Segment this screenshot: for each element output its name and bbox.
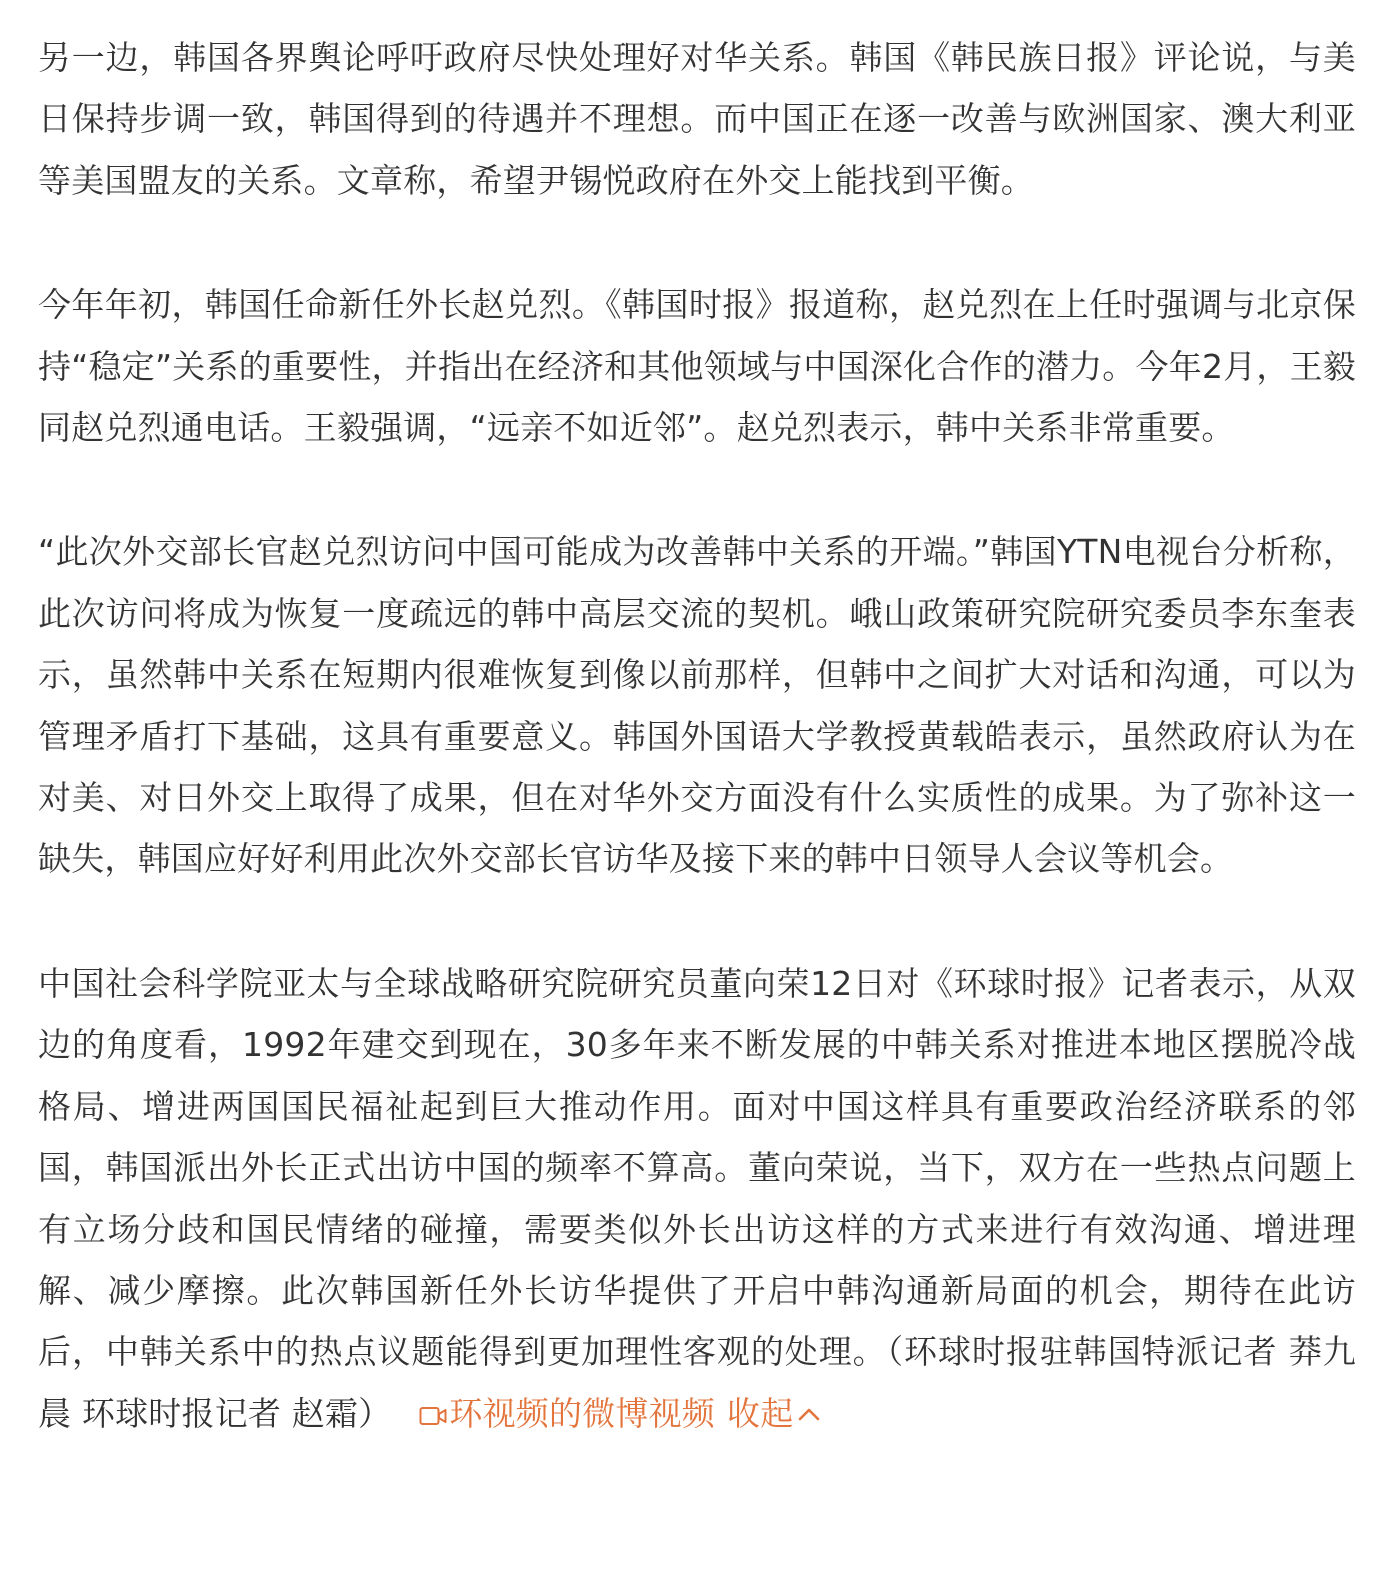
video-link-row [391,1394,821,1433]
article-body [38,27,1356,1444]
article-paragraph-4 [38,953,1356,1444]
article-paragraph-4-text: 中国社会科学院亚太与全球战略研究院研究员董向荣12日对《环球时报》记者表示，从双边的角度看，1992年建交到现在，30多年来不断发展的中韩关系对推进本地区摆脱冷战格局、增进两国国民福祉起到巨大推动作用。面对中国这样具有重要政治经济联系的邻国，韩国派出外长正式出访中国的频率不算高。董向荣说，当下，双方在一些热点问题上有立场分歧和国民情绪的碰撞，需要类似外长出访这样的方式来进行有效沟通、增进理解、减少摩擦。此次韩国新任外长访华提供了开启中韩沟通新局面的机会，期待在此访后，中韩关系中的热点议题能得到更加理性客观的处理。（环球时报驻韩国特派记者 莽九晨 环球时报记者 赵霜） [38,963,1356,1433]
chevron-up-icon [797,1406,821,1422]
weibo-video-link[interactable] [391,1394,715,1433]
video-camera-icon [419,1404,447,1428]
article-paragraph-2: 今年年初，韩国任命新任外长赵兑烈。《韩国时报》报道称，赵兑烈在上任时强调与北京保持“稳定”关系的重要性，并指出在经济和其他领域与中国深化合作的潜力。今年2月，王毅同赵兑烈通电话。王毅强调，“远亲不如近邻”。赵兑烈表示，韩中关系非常重要。 [38,285,1356,448]
collapse-button[interactable] [727,1394,821,1433]
article-paragraph-3: “此次外交部长官赵兑烈访问中国可能成为改善韩中关系的开端。”韩国YTN电视台分析称，此次访问将成为恢复一度疏远的韩中高层交流的契机。峨山政策研究院研究委员李东奎表示，虽然韩中关系在短期内很难恢复到像以前那样，但韩中之间扩大对话和沟通，可以为管理矛盾打下基础，这具有重要意义。韩国外国语大学教授黄载皓表示，虽然政府认为在对美、对日外交上取得了成果，但在对华外交方面没有什么实质性的成果。为了弥补这一缺失，韩国应好好利用此次外交部长官访华及接下来的韩中日领导人会议等机会。 [38,532,1356,879]
collapse-label: 收起 [727,1393,794,1433]
weibo-video-link-label: 环视频的微博视频 [449,1393,715,1433]
article-paragraph-1: 另一边，韩国各界舆论呼吁政府尽快处理好对华关系。韩国《韩民族日报》评论说，与美日保持步调一致，韩国得到的待遇并不理想。而中国正在逐一改善与欧洲国家、澳大利亚等美国盟友的关系。文章称，希望尹锡悦政府在外交上能找到平衡。 [38,38,1356,200]
